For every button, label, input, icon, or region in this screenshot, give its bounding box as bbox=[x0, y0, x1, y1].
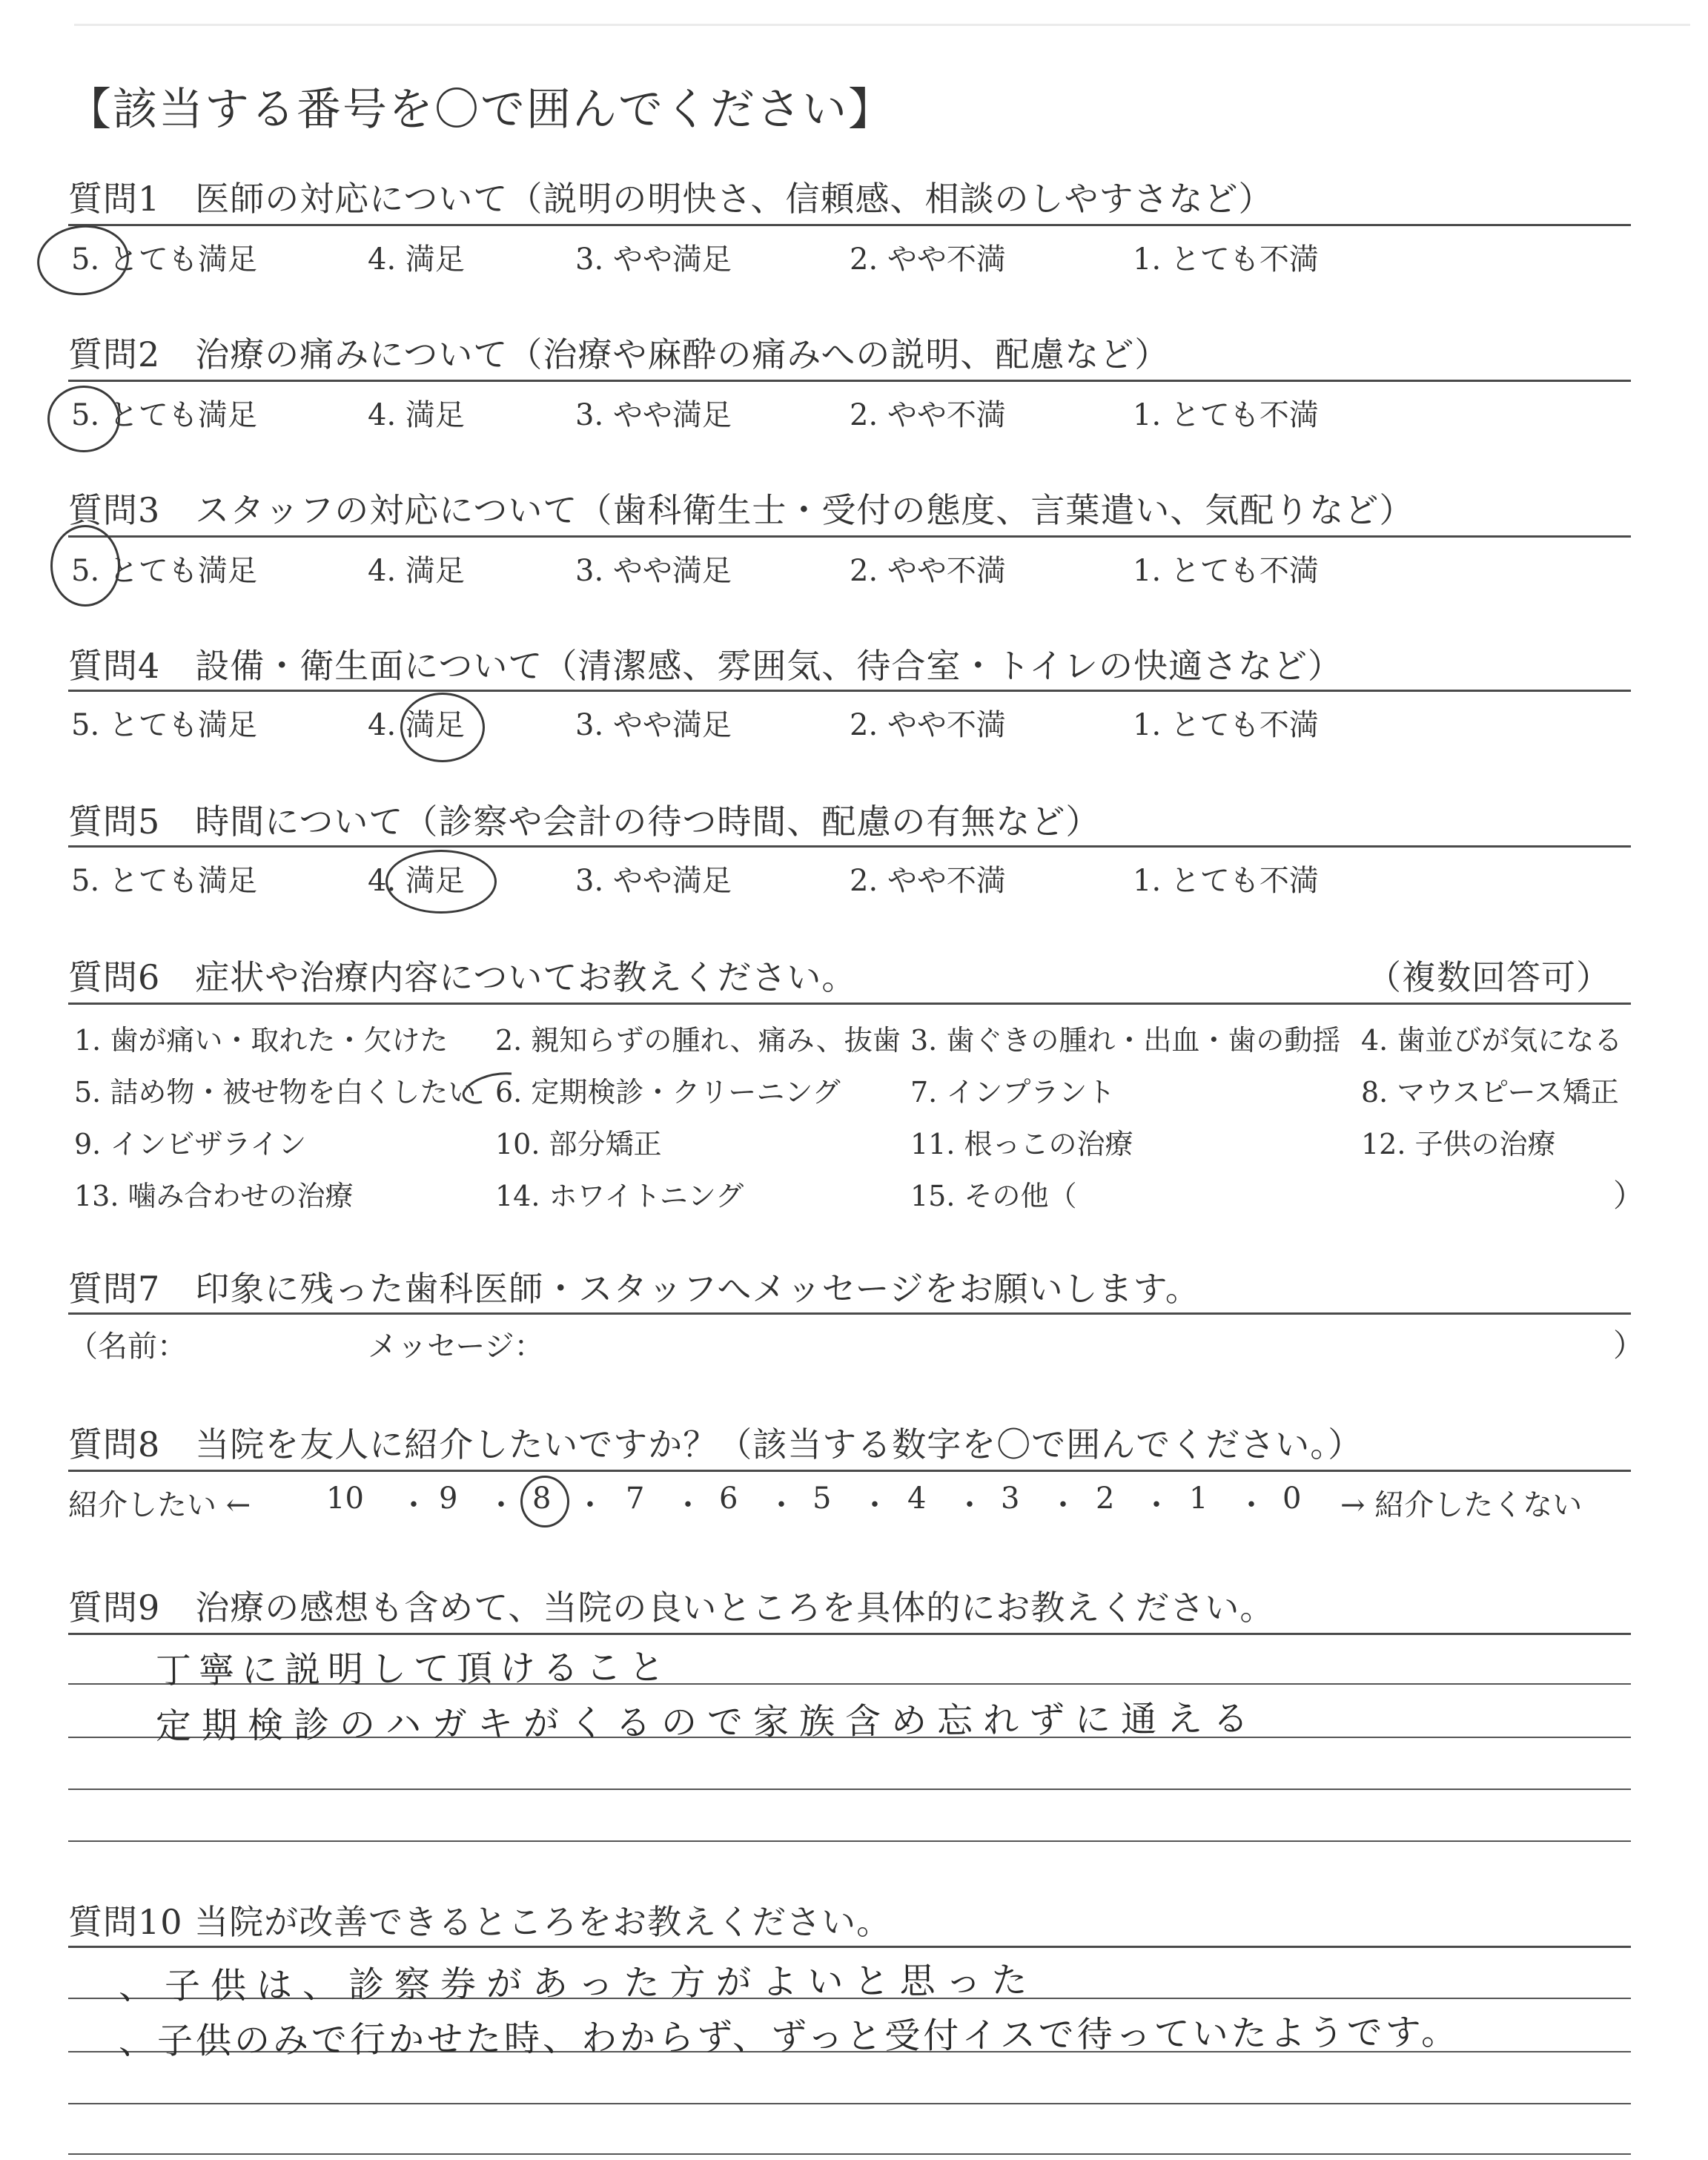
question-6-title: 質問6 症状や治療内容についてお教えください。 bbox=[68, 957, 857, 997]
q1-option-1[interactable]: 1. とても不満 bbox=[1133, 242, 1319, 277]
q10-answer-line bbox=[68, 2103, 1631, 2104]
question-8-rule bbox=[68, 1470, 1631, 1472]
q4-option-1[interactable]: 1. とても不満 bbox=[1133, 708, 1319, 742]
q6-option-5[interactable]: 5. 詰め物・被せ物を白くしたい bbox=[74, 1076, 477, 1109]
q2-option-2[interactable]: 2. やや不満 bbox=[850, 398, 1006, 432]
q6-option-7[interactable]: 7. インプラント bbox=[910, 1076, 1116, 1109]
question-1-rule bbox=[68, 224, 1631, 226]
q1-selection-circle bbox=[33, 221, 132, 300]
q4-selection-circle bbox=[400, 693, 485, 762]
q8-left-label: 紹介したい ← bbox=[68, 1488, 251, 1522]
q6-option-9[interactable]: 9. インビザライン bbox=[74, 1128, 307, 1160]
q8-separator: ・ bbox=[673, 1488, 703, 1522]
q8-value-9[interactable]: 9 bbox=[439, 1482, 458, 1516]
q8-separator: ・ bbox=[767, 1488, 796, 1522]
q6-option-11[interactable]: 11. 根っこの治療 bbox=[910, 1128, 1133, 1160]
q8-value-8[interactable]: 8 bbox=[532, 1482, 552, 1516]
q3-option-2[interactable]: 2. やや不満 bbox=[850, 554, 1006, 588]
q1-option-5[interactable]: 5. とても満足 bbox=[71, 242, 257, 277]
q8-separator: ・ bbox=[1142, 1488, 1171, 1522]
q10-answer-line bbox=[68, 2153, 1631, 2155]
q8-separator: ・ bbox=[486, 1488, 516, 1522]
q2-selection-circle bbox=[47, 386, 120, 452]
q6-option-2[interactable]: 2. 親知らずの腫れ、痛み、抜歯 bbox=[495, 1024, 901, 1057]
q6-option-12[interactable]: 12. 子供の治療 bbox=[1361, 1128, 1556, 1160]
q2-option-3[interactable]: 3. やや満足 bbox=[575, 398, 732, 432]
q6-option-10[interactable]: 10. 部分矯正 bbox=[495, 1128, 662, 1160]
question-3-rule bbox=[68, 535, 1631, 538]
q2-option-4[interactable]: 4. 満足 bbox=[368, 398, 465, 432]
question-5-title: 質問5 時間について（診察や会計の待つ時間、配慮の有無など） bbox=[68, 802, 1101, 842]
q8-right-label: → 紹介したくない bbox=[1340, 1488, 1583, 1522]
q3-selection-circle bbox=[50, 525, 120, 607]
q5-option-1[interactable]: 1. とても不満 bbox=[1133, 864, 1319, 898]
q8-value-10[interactable]: 10 bbox=[326, 1482, 364, 1516]
q6-option-14[interactable]: 14. ホワイトニング bbox=[495, 1180, 744, 1212]
q8-separator: ・ bbox=[860, 1488, 890, 1522]
q6-option-6[interactable]: 6. 定期検診・クリーニング bbox=[495, 1076, 841, 1109]
q6-selection-mark bbox=[460, 1068, 519, 1112]
q9-handwritten-answer-1: 丁寧に説明して頂けること bbox=[155, 1646, 672, 1692]
q9-answer-line bbox=[68, 1789, 1631, 1790]
q3-option-5[interactable]: 5. とても満足 bbox=[71, 554, 257, 588]
q3-option-1[interactable]: 1. とても不満 bbox=[1133, 554, 1319, 588]
question-6-note: （複数回答可） bbox=[1367, 957, 1611, 997]
question-4-rule bbox=[68, 690, 1631, 692]
q6-option-8[interactable]: 8. マウスピース矯正 bbox=[1361, 1076, 1619, 1109]
q6-option-1[interactable]: 1. 歯が痛い・取れた・欠けた bbox=[74, 1024, 448, 1057]
q8-value-0[interactable]: 0 bbox=[1282, 1482, 1302, 1516]
q6-other-close-paren: ） bbox=[1613, 1178, 1645, 1214]
question-4-title: 質問4 設備・衛生面について（清潔感、雰囲気、待合室・トイレの快適さなど） bbox=[68, 646, 1343, 686]
q8-value-3[interactable]: 3 bbox=[1001, 1482, 1020, 1516]
q1-option-3[interactable]: 3. やや満足 bbox=[575, 242, 732, 277]
q10-handwritten-answer-1: 、子供は、診察券があった方がよいと思った bbox=[118, 1959, 1038, 2008]
q5-option-2[interactable]: 2. やや不満 bbox=[850, 864, 1006, 898]
q8-separator: ・ bbox=[1237, 1488, 1266, 1522]
q8-value-5[interactable]: 5 bbox=[812, 1482, 832, 1516]
q7-message-label: メッセージ： bbox=[368, 1330, 544, 1364]
q8-separator: ・ bbox=[955, 1488, 984, 1522]
question-7-rule bbox=[68, 1312, 1631, 1315]
q5-option-4[interactable]: 4. 満足 bbox=[368, 864, 465, 898]
q5-selection-circle bbox=[385, 850, 497, 914]
q6-option-4[interactable]: 4. 歯並びが気になる bbox=[1361, 1024, 1623, 1057]
question-9-rule bbox=[68, 1633, 1631, 1635]
question-8-title: 質問8 当院を友人に紹介したいですか？（該当する数字を〇で囲んでください。） bbox=[68, 1424, 1363, 1464]
q8-selection-circle bbox=[520, 1476, 569, 1527]
question-5-rule bbox=[68, 845, 1631, 848]
q4-option-4[interactable]: 4. 満足 bbox=[368, 708, 465, 742]
q6-option-13[interactable]: 13. 噛み合わせの治療 bbox=[74, 1180, 354, 1212]
question-3-title: 質問3 スタッフの対応について（歯科衛生士・受付の態度、言葉遣い、気配りなど） bbox=[68, 490, 1414, 530]
question-7-title: 質問7 印象に残った歯科医師・スタッフへメッセージをお願いします。 bbox=[68, 1269, 1200, 1309]
q4-option-2[interactable]: 2. やや不満 bbox=[850, 708, 1006, 742]
q5-option-3[interactable]: 3. やや満足 bbox=[575, 864, 732, 898]
top-border bbox=[74, 24, 1690, 26]
q8-separator: ・ bbox=[1048, 1488, 1078, 1522]
q8-value-6[interactable]: 6 bbox=[719, 1482, 738, 1516]
q7-close-paren: ） bbox=[1613, 1327, 1645, 1364]
q8-separator: ・ bbox=[399, 1488, 428, 1522]
q8-separator: ・ bbox=[575, 1488, 605, 1522]
q3-option-3[interactable]: 3. やや満足 bbox=[575, 554, 732, 588]
q5-option-5[interactable]: 5. とても満足 bbox=[71, 864, 257, 898]
q8-value-2[interactable]: 2 bbox=[1096, 1482, 1115, 1516]
q4-option-3[interactable]: 3. やや満足 bbox=[575, 708, 732, 742]
question-10-title: 質問10 当院が改善できるところをお教えください。 bbox=[68, 1902, 892, 1942]
q8-value-7[interactable]: 7 bbox=[626, 1482, 645, 1516]
q1-option-4[interactable]: 4. 満足 bbox=[368, 242, 465, 277]
question-2-title: 質問2 治療の痛みについて（治療や麻酔の痛みへの説明、配慮など） bbox=[68, 334, 1170, 374]
q3-option-4[interactable]: 4. 満足 bbox=[368, 554, 465, 588]
question-6-rule bbox=[68, 1003, 1631, 1005]
form-header: 【該当する番号を〇で囲んでください】 bbox=[67, 84, 894, 136]
q8-value-1[interactable]: 1 bbox=[1189, 1482, 1208, 1516]
q8-value-4[interactable]: 4 bbox=[907, 1482, 927, 1516]
q9-answer-line bbox=[68, 1840, 1631, 1842]
question-10-rule bbox=[68, 1946, 1631, 1948]
q1-option-2[interactable]: 2. やや不満 bbox=[850, 242, 1006, 277]
question-2-rule bbox=[68, 380, 1631, 382]
q10-handwritten-answer-2: 、子供のみで行かせた時、わからず、ずっと受付イスで待っていたようです。 bbox=[118, 2011, 1460, 2063]
q2-option-1[interactable]: 1. とても不満 bbox=[1133, 398, 1319, 432]
q9-handwritten-answer-2: 定期検診のハガキがくるので家族含め忘れずに通える bbox=[155, 1697, 1260, 1748]
q6-option-15[interactable]: 15. その他（ bbox=[910, 1180, 1077, 1212]
question-9-title: 質問9 治療の感想も含めて、当院の良いところを具体的にお教えください。 bbox=[68, 1588, 1275, 1628]
question-1-title: 質問1 医師の対応について（説明の明快さ、信頼感、相談のしやすさなど） bbox=[68, 179, 1274, 219]
q6-option-3[interactable]: 3. 歯ぐきの腫れ・出血・歯の動揺 bbox=[910, 1024, 1341, 1057]
q2-option-5[interactable]: 5. とても満足 bbox=[71, 398, 257, 432]
q4-option-5[interactable]: 5. とても満足 bbox=[71, 708, 257, 742]
q7-name-label: （名前： bbox=[68, 1330, 187, 1364]
